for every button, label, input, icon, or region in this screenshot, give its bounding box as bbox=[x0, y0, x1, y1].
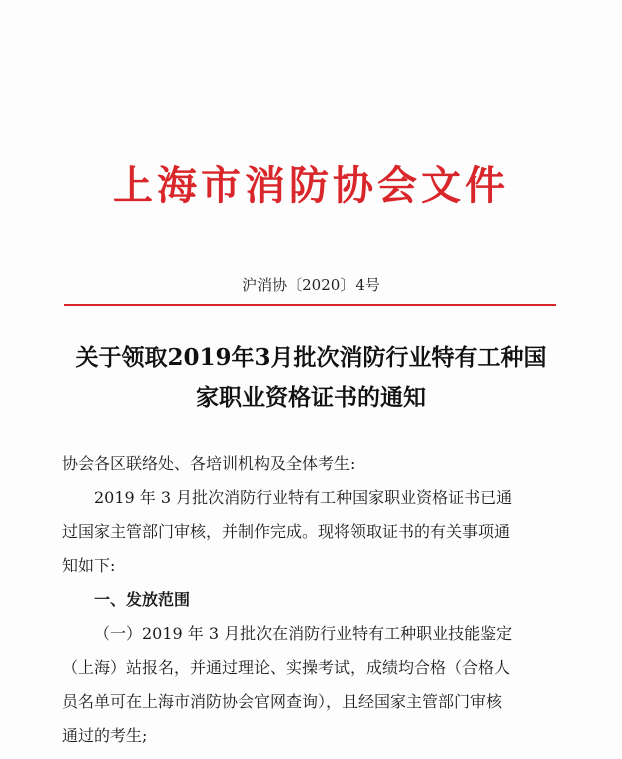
item-1-line-1: （一）2019 年 3 月批次在消防行业特有工种职业技能鉴定 bbox=[94, 624, 513, 643]
paragraph-1-line-2: 过国家主管部门审核，并制作完成。现将领取证书的有关事项通 bbox=[62, 522, 511, 541]
title-line-1: 关于领取2019年3月批次消防行业特有工种国 bbox=[75, 344, 547, 371]
paragraph-1-line-3: 知如下: bbox=[62, 556, 116, 575]
item-1-line-3: 员名单可在上海市消防协会官网查询），且经国家主管部门审核 bbox=[62, 692, 503, 711]
document-number: 沪消协〔2020〕4号 bbox=[242, 276, 380, 294]
org-document-header: 上海市消防协会文件 bbox=[113, 162, 509, 209]
item-1-line-4: 通过的考生; bbox=[62, 726, 148, 745]
paragraph-1-line-1: 2019 年 3 月批次消防行业特有工种国家职业资格证书已通 bbox=[94, 488, 513, 507]
section-heading-1: 一、发放范围 bbox=[94, 590, 191, 609]
red-divider-line bbox=[64, 304, 556, 306]
salutation: 协会各区联络处、各培训机构及全体考生: bbox=[62, 454, 356, 473]
document-title bbox=[40, 338, 582, 418]
item-1-line-2: （上海）站报名，并通过理论、实操考试，成绩均合格（合格人 bbox=[62, 658, 511, 677]
title-line-2: 家职业资格证书的通知 bbox=[196, 384, 426, 411]
